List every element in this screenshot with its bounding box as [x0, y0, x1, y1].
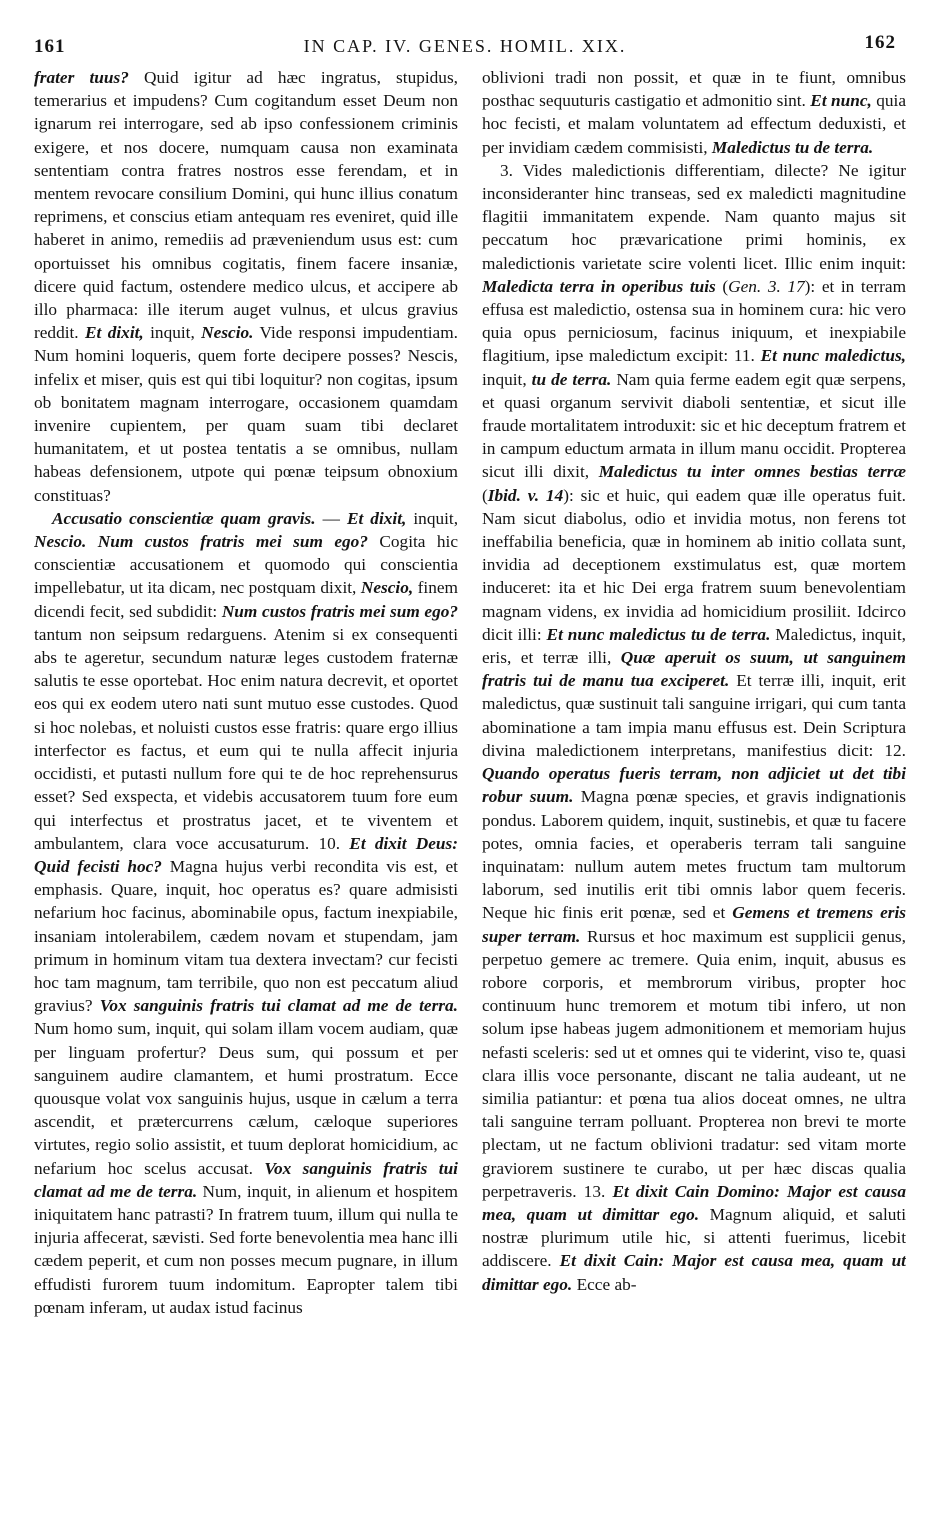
scripture-quote: Maledicta terra in operibus tuis — [482, 276, 716, 296]
scripture-quote: Et dixit Cain: Major est causa mea, quam ut dimittar ego. — [482, 1251, 906, 1294]
body-text: Magna pœnæ species, et gravis indignationis pondus. Laborem quidem, inquit, sustinebis, et quæ tu facere potes, omnia facies, et operaberis terram tali sanguine inquinatam: nullum autem metes fructum tam multorum laborum, sed inutilis erit tibi omnis labor quem feceris. Neque hic finis erit pœnæ, sed et — [482, 787, 906, 923]
scripture-quote: Et nunc, — [805, 91, 872, 111]
scripture-quote: Maledictus tu inter omnes bestias terræ — [589, 462, 906, 482]
scripture-quote: Nescio. Num custos fratris mei sum ego? — [34, 532, 368, 552]
scripture-quote: Quæ aperuit os suum, ut sanguinem fratris tui de manu tua exciperet. — [482, 648, 906, 691]
body-text: Maledictus, inquit, eris, et terræ illi, — [482, 624, 906, 668]
running-title: IN CAP. IV. GENES. HOMIL. XIX. — [303, 36, 627, 56]
scripture-quote: Vox sanguinis fratris tui clamat ad me de terra. — [92, 996, 458, 1016]
paragraph — [34, 507, 458, 1319]
body-text: Quid igitur ad hæc ingratus, stupidus, temerarius et impudens? Cum cogitandum esset Deum non ignarum rei interrogare, sed ab ipso confessionem criminis exigere, et nos docere, numquam causa non examinata sententiam contra fratres nostros esse ferendam, et in mentem revocare consilium Domini, qui hunc illius conatum reprimens, et conscius etiam antequam res eveniret, quid ille haberet in animo, remediis ad præveniendum usus est: cum oportuisset his omnibus cogitatis, finem facere insaniæ, dicere quid factum, ostendere medico ulcus, et accipere ab illo pharmaca: ille iterum auget vulnus, et ulcus gravius reddit. — [34, 68, 458, 343]
body-text: quia hoc fecisti, et malam voluntatem ad effectum deduxisti, et per invidiam cædem commisisti, — [482, 91, 906, 157]
body-text: Magnum aliquid, et saluti nostræ plurimum utile hic, si attenti fuerimus, licebit addiscere. — [482, 1204, 906, 1271]
body-text: ( — [482, 485, 488, 505]
body-text: inquit, — [482, 369, 527, 389]
scripture-quote: Et dixit, — [346, 508, 407, 528]
section-heading: Accusatio conscientiæ quam gravis. — [52, 508, 316, 528]
body-text: Num homo sum, inquit, qui solam illam vocem audiam, quæ per linguam profertur? Deus sum, qui possum et per sanguinem audire clamantem, et humi prostratum. Ecce quousque volat vox sanguinis hujus, usque in cælum a terra ascendit, et prætercurrens cælum, cæloque superiores virtutes, regio solio assistit, et tuum deplorat homicidium, ac nefarium hoc scelus accusat. — [34, 1019, 458, 1178]
left-column — [34, 66, 458, 1506]
scripture-quote: Nescio. — [194, 323, 254, 343]
running-header — [34, 32, 896, 62]
scripture-quote: Et dixit Deus: Quid fecisti hoc? — [34, 833, 458, 876]
page-number-left: 161 — [34, 36, 66, 57]
verse-number: 13. — [576, 1181, 606, 1201]
paragraph — [482, 66, 906, 159]
page-number-right: 162 — [864, 32, 896, 53]
body-text: finem dicendi fecit, sed subdidit: — [34, 578, 458, 621]
citation: Gen. 3. 17 — [728, 276, 805, 296]
body-text: oblivioni tradi non possit, et quæ in te fiunt, omnibus posthac sequuturis castigatio et admonitio sint. — [482, 68, 906, 111]
body-text: Et terræ illi, inquit, erit maledictus, quæ sustinuit tali sanguine irrigari, qui cum tanta abominatione a tam impia manu effusus est. Dein Scriptura divina maledictionem interpretans, manifestius dicit: — [482, 671, 906, 760]
scripture-quote: Nescio, — [356, 578, 414, 598]
body-text: ): et in terram effusa est maledictio, ostensa sua in hominem cura: hic vero quia opus perniciosum, facinus iniquum, et inexpiabile flagitium, ipse maledictum excipit: — [482, 276, 906, 366]
body-text: ( — [715, 276, 729, 296]
scripture-quote: Vox sanguinis fratris tui clamat ad me de terra. — [34, 1158, 458, 1201]
body-text: Magna hujus verbi recondita vis est, et emphasis. Quare, inquit, hoc operatus es? quare admisisti nefarium hoc facinus, abominabile opus, factum inexpiabile, insaniam intolerabilem, cædem novam et stupendam, jam primum in hominum vitam tua dextera invectam? cur fecisti hoc tam magnum, tam terribile, quo non est peccatum aliud gravius? — [34, 856, 458, 1016]
body-text: ): sic et huic, qui eadem quæ ille operatus fuit. Nam sicut diabolus, odio et invidia motus, non ferens tot ineffabilia beneficia, quæ in hominem ab initio collata sunt, invidia ad deceptionem exstimulatus est, quæ mortem induceret: ita et hic Dei erga fratrem suum benevolentiam magnam videns, ex invidia ad homicidium prosiliit. Idcirco dicit illi: — [482, 485, 906, 644]
verse-number: 10. — [309, 833, 341, 853]
scripture-quote: Gemens et tremens eris super terram. — [482, 903, 906, 946]
body-text: Num, inquit, in alienum et hospitem iniquitatem hanc patrasti? In fratrem tuum, illum qui nulla te injuria affecerat, sævisti. Sed forte benevolentia mea hanc illi cædem peperit, et cum non posses mecum pugnare, in illum effudisti furorem tuum indomitum. Eapropter talem tibi pœnam inferam, ut audax istud facinus — [34, 1181, 458, 1317]
body-text: 3. Vides maledictionis differentiam, dilecte? Ne igitur inconsideranter hinc transeas, sed ex maledicti magnitudine flagitii immanitatem expende. Nam quanto majus sit peccatum hoc prævaricatione primi hominis, ex maledictionis varietate scire volenti licet. Illic enim inquit: — [482, 160, 906, 273]
paragraph — [34, 66, 458, 507]
scripture-quote: Et nunc maledictus tu de terra. — [541, 624, 771, 644]
right-column — [482, 66, 906, 1506]
body-text: Ecce ab- — [572, 1274, 637, 1294]
verse-number: 12. — [873, 740, 906, 760]
scripture-quote: frater tuus? — [34, 68, 129, 87]
scripture-quote: Et nunc maledictus, — [754, 346, 906, 366]
body-text: inquit, — [406, 508, 458, 528]
paragraph — [482, 159, 906, 1296]
body-text: Vide responsi impudentiam. Num homini loqueris, quem forte decipere posses? Nescis, infelix et miser, quis est qui tibi loquitur? non cogitas, ipsum ob bonitatem magnam interrogare, occasionem quamdam invenire cupientem, per quam suam tibi declaret humanitatem, et ut postea tentatis a se omnibus, nullam habeas defensionem, utpote qui pœnæ teipsum obnoxium constituas? — [34, 323, 458, 505]
body-text: Cogita hic conscientiæ accusationem et quomodo qui conscientia impellebatur, ut ita dicam, nec postquam dixit, — [34, 532, 458, 598]
body-text: inquit, — [143, 323, 195, 343]
body-text: Rursus et hoc maximum est supplicii genus, perpetuo gemere ac tremere. Quia enim, inquit, abusus es robore corporis, et membrorum viribus, propter hoc continuum hunc tremorem et motum tibi infero, ut non solum ipse habeas jugem admonitionem et memoriam hujus nefasti sceleris: sed ut et omnes qui te viderint, viso te, quasi clara illis voce personante, discant ne talia audeant, ut ne similia patiantur: et pœna tua alios doceat omnes, ne ultra tali sanguine terram polluant. Propterea non brevi te morte plectam, ut ne factum oblivioni tradatur: sed vitam morte graviorem sustinere te curabo, ut per hæc discas qualia perpetraveris. — [482, 926, 906, 1201]
scripture-quote: tu de terra. — [526, 369, 612, 389]
citation: Ibid. v. 14 — [487, 485, 564, 505]
body-text: tantum non seipsum redarguens. Atenim si ex consequenti abs te ageretur, secundum naturæ leges custodem fraternæ salutis te esse oportebat. Hoc enim natura decrevit, et oportet eos qui ex eodem utero nati sunt mutuo esse custodes. Quod si hoc nolebas, et noluisti custos esse fratris: quare ergo illius interfector es factus, et eum qui te nulla affecit injuria occidisti, et putasti nullum fore qui te de hoc reprehensurus esset? Sed exspecta, et videbis accusatorem tuum fore eum qui interfectus et prostratus jacet, et te viventem et ambulantem, clara voce accusaturum. — [34, 624, 458, 853]
scripture-quote: Num custos fratris mei sum ego? — [217, 601, 458, 621]
scripture-quote: Et dixit Cain Domino: Major est causa mea, quam ut dimittar ego. — [482, 1181, 906, 1224]
scripture-quote: Maledictus tu de terra. — [707, 137, 874, 157]
scripture-quote: Quando operatus fueris terram, non adjiciet ut det tibi robur suum. — [482, 764, 906, 807]
body-text: Nam quia ferme eadem egit quæ serpens, et quasi organum servivit diaboli sententiæ, et sicut ille fraude mortalitatem introduxit: sic et hic deceptum fratrem et in campum eductum armata in illum manu occidit. Propterea sicut illi dixit, — [482, 369, 906, 482]
body-text: — — [315, 508, 347, 528]
verse-number: 11. — [728, 346, 755, 366]
scripture-quote: Et dixit, — [78, 323, 144, 343]
